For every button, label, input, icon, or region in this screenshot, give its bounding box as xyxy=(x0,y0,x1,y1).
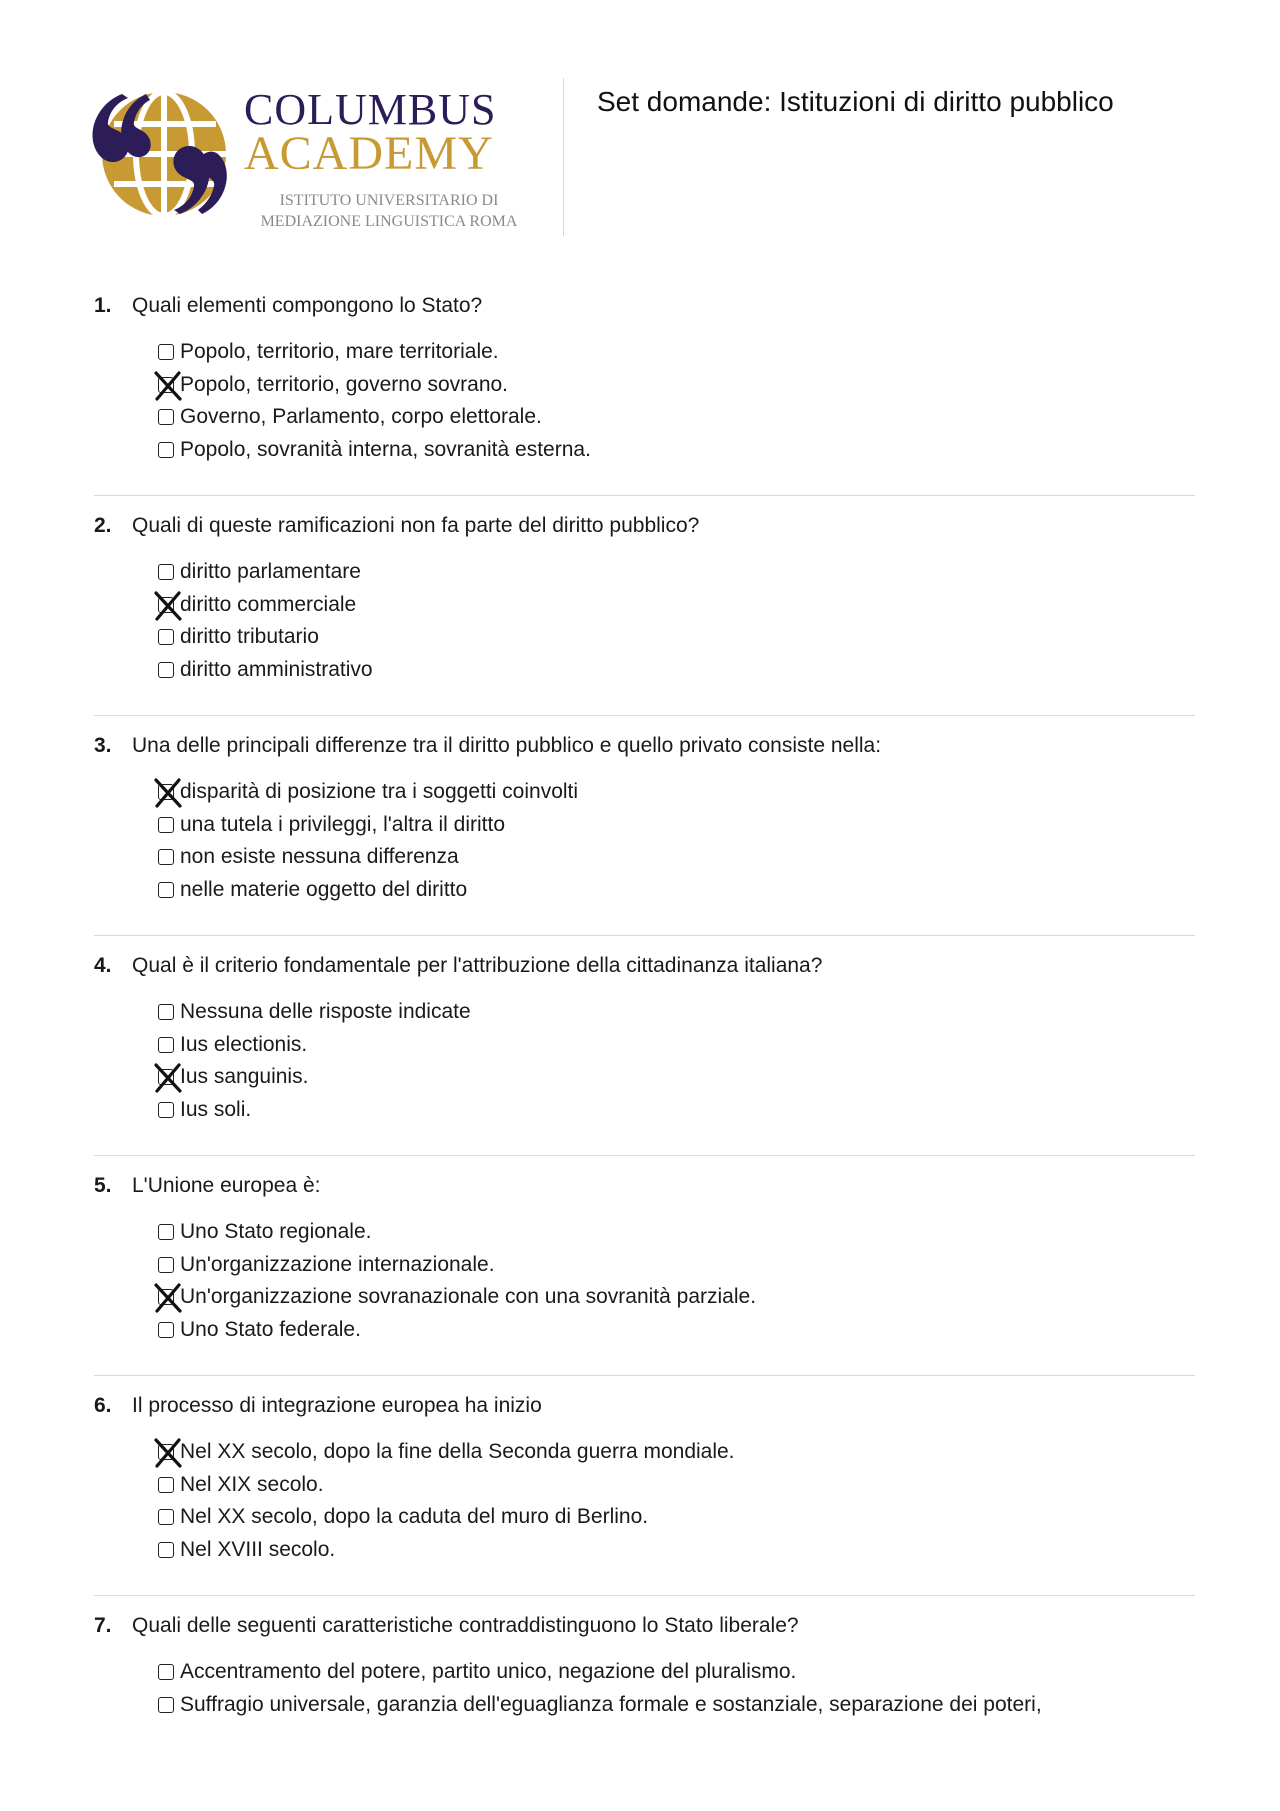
question-text: Una delle principali differenze tra il diritto pubblico e quello privato consiste nella: xyxy=(132,734,882,757)
answer-option[interactable] xyxy=(158,1094,1195,1127)
cross-mark-icon xyxy=(153,371,183,401)
answer-option-label: diritto tributario xyxy=(180,625,319,649)
answer-options xyxy=(158,996,1195,1126)
answer-option[interactable] xyxy=(158,434,1195,467)
answer-option[interactable] xyxy=(158,809,1195,842)
answer-option[interactable] xyxy=(158,1469,1195,1502)
checkbox[interactable] xyxy=(158,1224,174,1240)
checkbox[interactable] xyxy=(158,817,174,833)
answer-option-label: Popolo, sovranità interna, sovranità esterna. xyxy=(180,437,591,461)
question-7 xyxy=(94,1608,1195,1808)
answer-option-label: Governo, Parlamento, corpo elettorale. xyxy=(180,405,542,429)
question-text: L'Unione europea è: xyxy=(132,1174,321,1197)
answer-option-label: Popolo, territorio, mare territoriale. xyxy=(180,340,499,364)
answer-option-label: una tutela i privileggi, l'altra il diritto xyxy=(180,812,505,836)
question-header xyxy=(94,728,1195,764)
answer-option-label: Ius soli. xyxy=(180,1097,252,1121)
answer-option-label: diritto commerciale xyxy=(180,592,357,616)
checkbox[interactable] xyxy=(158,1509,174,1525)
question-number: 3. xyxy=(94,734,112,757)
question-4 xyxy=(94,948,1195,1168)
cross-mark-icon xyxy=(153,1063,183,1093)
answer-option-label: Ius sanguinis. xyxy=(180,1065,309,1089)
page-header xyxy=(0,0,1280,250)
answer-option[interactable] xyxy=(158,621,1195,654)
answer-option-label: disparità di posizione tra i soggetti coinvolti xyxy=(180,780,579,804)
answer-option-label: Nel XVIII secolo. xyxy=(180,1537,336,1561)
question-header xyxy=(94,1608,1195,1644)
question-5 xyxy=(94,1168,1195,1388)
answer-option-label: Popolo, territorio, governo sovrano. xyxy=(180,372,509,396)
answer-options xyxy=(158,776,1195,906)
answer-option-label: non esiste nessuna differenza xyxy=(180,845,459,869)
question-6 xyxy=(94,1388,1195,1608)
checkbox[interactable] xyxy=(158,344,174,360)
brand-name-line2: ACADEMY xyxy=(244,127,494,180)
checkbox[interactable] xyxy=(158,882,174,898)
question-text: Quali delle seguenti caratteristiche contraddistinguono lo Stato liberale? xyxy=(132,1614,799,1637)
columbus-academy-logo xyxy=(84,82,524,232)
checkbox[interactable] xyxy=(158,1697,174,1713)
answer-option-label: diritto amministrativo xyxy=(180,657,373,681)
question-header xyxy=(94,288,1195,324)
question-header xyxy=(94,1388,1195,1424)
answer-option-label: Suffragio universale, garanzia dell'eguaglianza formale e sostanziale, separazione dei poteri, xyxy=(180,1692,1042,1716)
answer-option[interactable] xyxy=(158,336,1195,369)
checkbox[interactable] xyxy=(158,1477,174,1493)
answer-option-label: diritto parlamentare xyxy=(180,560,361,584)
answer-option-label: Nel XX secolo, dopo la fine della Seconda guerra mondiale. xyxy=(180,1440,735,1464)
question-3 xyxy=(94,728,1195,948)
answer-options xyxy=(158,336,1195,466)
answer-option[interactable] xyxy=(158,1534,1195,1567)
checkbox[interactable] xyxy=(158,442,174,458)
answer-option[interactable] xyxy=(158,841,1195,874)
answer-option[interactable] xyxy=(158,874,1195,907)
checkbox[interactable] xyxy=(158,1004,174,1020)
question-1 xyxy=(94,288,1195,508)
answer-option-label: Nessuna delle risposte indicate xyxy=(180,1000,471,1024)
checkbox[interactable] xyxy=(158,564,174,580)
answer-option-label: Uno Stato regionale. xyxy=(180,1220,372,1244)
answer-option[interactable] xyxy=(158,996,1195,1029)
answer-option[interactable] xyxy=(158,1656,1195,1689)
answer-options xyxy=(158,1656,1195,1721)
checkbox[interactable] xyxy=(158,1664,174,1680)
question-header xyxy=(94,1168,1195,1204)
answer-option-label: Un'organizzazione internazionale. xyxy=(180,1252,495,1276)
question-number: 7. xyxy=(94,1614,112,1637)
checkbox[interactable] xyxy=(158,1257,174,1273)
question-number: 1. xyxy=(94,294,112,317)
answer-option[interactable] xyxy=(158,1314,1195,1347)
brand-subtitle-line2: MEDIAZIONE LINGUISTICA ROMA xyxy=(260,213,518,230)
answer-option[interactable] xyxy=(158,1249,1195,1282)
answer-option-label: nelle materie oggetto del diritto xyxy=(180,877,468,901)
checkbox[interactable] xyxy=(158,1037,174,1053)
question-header xyxy=(94,508,1195,544)
answer-option-label: Nel XIX secolo. xyxy=(180,1472,324,1496)
brand-subtitle xyxy=(244,190,534,232)
checkbox[interactable] xyxy=(158,1322,174,1338)
answer-option[interactable] xyxy=(158,1029,1195,1062)
cross-mark-icon xyxy=(153,778,183,808)
question-header xyxy=(94,948,1195,984)
checkbox[interactable] xyxy=(158,629,174,645)
brand-name-line1: COLUMBUS xyxy=(244,85,497,134)
answer-options xyxy=(158,556,1195,686)
answer-option[interactable] xyxy=(158,654,1195,687)
question-number: 5. xyxy=(94,1174,112,1197)
answer-option-label: Un'organizzazione sovranazionale con una sovranità parziale. xyxy=(180,1285,757,1309)
answer-option[interactable] xyxy=(158,776,1195,809)
answer-option[interactable] xyxy=(158,556,1195,589)
answer-option[interactable] xyxy=(158,1061,1195,1094)
question-number: 2. xyxy=(94,514,112,537)
cross-mark-icon xyxy=(153,1283,183,1313)
document-title: Set domande: Istituzioni di diritto pubblico xyxy=(597,86,1114,117)
checkbox-checked[interactable] xyxy=(158,597,174,613)
answer-option-label: Nel XX secolo, dopo la caduta del muro di Berlino. xyxy=(180,1505,649,1529)
checkbox-checked[interactable] xyxy=(158,1289,174,1305)
checkbox-checked[interactable] xyxy=(158,377,174,393)
answer-option[interactable] xyxy=(158,1436,1195,1469)
answer-options xyxy=(158,1436,1195,1566)
checkbox-checked[interactable] xyxy=(158,1069,174,1085)
answer-option-label: Accentramento del potere, partito unico, negazione del pluralismo. xyxy=(180,1660,797,1684)
checkbox[interactable] xyxy=(158,662,174,678)
answer-option[interactable] xyxy=(158,369,1195,402)
globe-quote-emblem-icon xyxy=(84,82,229,227)
answer-option[interactable] xyxy=(158,589,1195,622)
header-divider xyxy=(563,78,564,236)
question-text: Qual è il criterio fondamentale per l'attribuzione della cittadinanza italiana? xyxy=(132,954,823,977)
cross-mark-icon xyxy=(153,1438,183,1468)
answer-options xyxy=(158,1216,1195,1346)
answer-option-label: Ius electionis. xyxy=(180,1032,308,1056)
cross-mark-icon xyxy=(153,591,183,621)
question-text: Quali elementi compongono lo Stato? xyxy=(132,294,483,317)
checkbox-checked[interactable] xyxy=(158,1444,174,1460)
answer-option[interactable] xyxy=(158,1501,1195,1534)
checkbox[interactable] xyxy=(158,849,174,865)
answer-option[interactable] xyxy=(158,1216,1195,1249)
question-list xyxy=(94,288,1195,1808)
question-number: 4. xyxy=(94,954,112,977)
checkbox[interactable] xyxy=(158,1102,174,1118)
brand-wordmark xyxy=(244,85,534,232)
checkbox[interactable] xyxy=(158,1542,174,1558)
question-text: Il processo di integrazione europea ha inizio xyxy=(132,1394,542,1417)
answer-option[interactable] xyxy=(158,401,1195,434)
checkbox[interactable] xyxy=(158,409,174,425)
answer-option[interactable] xyxy=(158,1281,1195,1314)
brand-subtitle-line1: ISTITUTO UNIVERSITARIO DI xyxy=(279,192,499,209)
question-text: Quali di queste ramificazioni non fa parte del diritto pubblico? xyxy=(132,514,700,537)
answer-option[interactable] xyxy=(158,1689,1195,1722)
question-2 xyxy=(94,508,1195,728)
question-number: 6. xyxy=(94,1394,112,1417)
answer-option-label: Uno Stato federale. xyxy=(180,1317,361,1341)
checkbox-checked[interactable] xyxy=(158,784,174,800)
